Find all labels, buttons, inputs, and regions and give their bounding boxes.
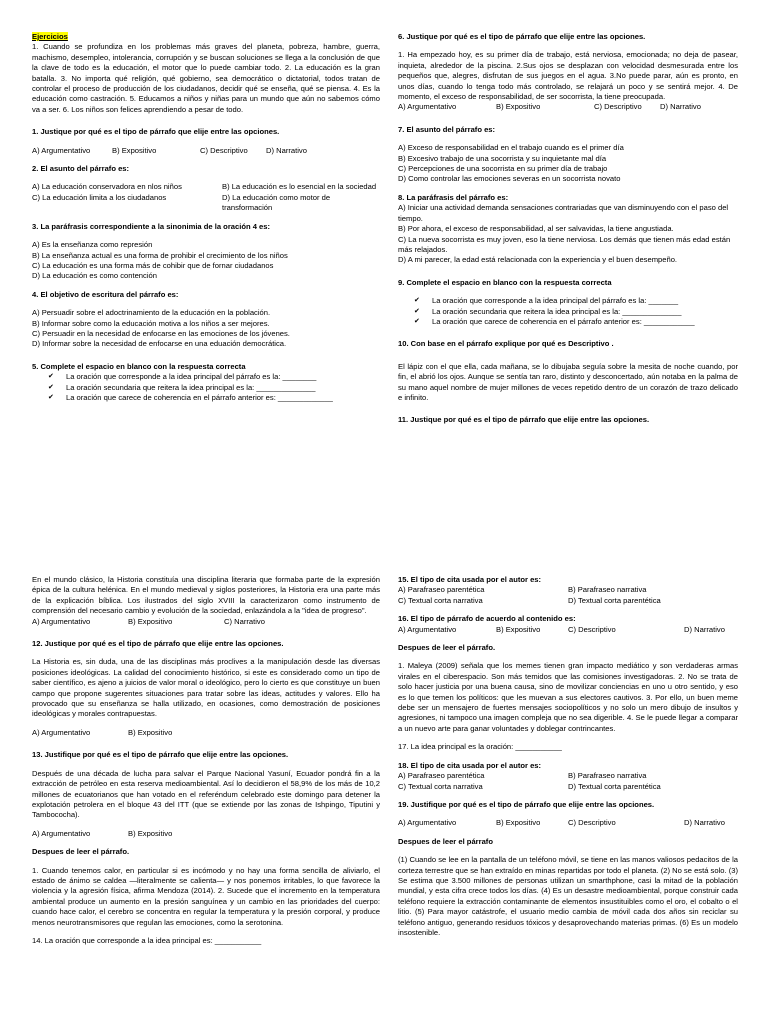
option-c[interactable]: C) La educación limita a los ciudadanos	[32, 192, 167, 202]
column-bottom-left	[32, 575, 380, 946]
option-a[interactable]: A) Iniciar una actividad demanda sensaciones contrariadas que van disminuyendo con el paso del tiempo.	[398, 203, 729, 223]
option-a[interactable]: A) Parafraseo parentética	[398, 585, 485, 595]
question-5: 5. Complete el espacio en blanco con la respuesta correcta	[32, 361, 246, 371]
question-16-options	[398, 625, 738, 635]
option-b[interactable]: B) Expositivo	[112, 145, 157, 155]
question-15: 15. El tipo de cita usada por el autor es:	[398, 575, 542, 584]
question-18: 18. El tipo de cita usada por el autor es:	[398, 760, 542, 770]
checklist-item[interactable]: ✔ La oración que carece de coherencia en el párrafo anterior es: _____________	[48, 393, 380, 403]
question-15-options-row2	[398, 596, 738, 606]
paragraph-history: En el mundo clásico, la Historia constituía una disciplina literaria que formaba parte de la expresión épica de la cultura helénica. En el mundo medieval y siglos posteriores, la Historia era una parte más de la explicación bíblica. Los ilustrados del siglo XVIII la caracterizaron como instrumento de comprensión del necesario cambio y evolución de la sociedad, enlazándola a la "idea de progreso".	[32, 575, 380, 616]
option-a[interactable]: A) Argumentativo	[398, 624, 457, 634]
question-18-options-row2	[398, 782, 738, 792]
question-14[interactable]: 14. La oración que corresponde a la idea principal es: ___________	[32, 935, 262, 945]
option-d[interactable]: D) Narrativo	[684, 624, 725, 634]
option-a[interactable]: A) La educación conservadora en nlos niños	[32, 182, 182, 192]
option-d[interactable]: D) Narrativo	[660, 102, 701, 112]
option-b[interactable]: B) Excesivo trabajo de una socorrista y su inquietante mal día	[398, 153, 607, 163]
option-b[interactable]: B) Informar sobre como la educación motiva a los niños a ser mejores.	[32, 318, 270, 328]
option-b[interactable]: B) Expositivo	[496, 624, 541, 634]
option-c[interactable]: C) Persuadir en la necesidad de enfocarse en las emociones de los jóvenes.	[32, 328, 290, 338]
question-12-options	[32, 728, 380, 738]
question-2-options-row1	[32, 182, 380, 192]
option-a[interactable]: A) Argumentativo	[32, 616, 91, 626]
option-c[interactable]: C) Narrativo	[224, 616, 265, 626]
column-top-left	[32, 32, 380, 403]
option-c[interactable]: C) La educación es una forma más de cohibir que de fornar ciudadanos	[32, 260, 274, 270]
after-reading-heading: Despues de leer el párrafo	[398, 836, 493, 846]
option-b[interactable]: B) Expositivo	[128, 616, 173, 626]
question-16: 16. El tipo de párrafo de acuerdo al contenido es:	[398, 614, 576, 624]
option-d[interactable]: D) Textual corta parentética	[568, 595, 661, 605]
option-a[interactable]: A) Parafraseo parentética	[398, 771, 485, 781]
question-9-checklist	[398, 296, 738, 327]
checklist-item[interactable]: ✔ La oración secundaria que reitera la idea principal es la: ______________	[48, 383, 380, 393]
question-1: 1. Justique por qué es el tipo de párrafo que elije entre las opciones.	[32, 127, 280, 137]
option-d[interactable]: D) A mi parecer, la edad está relacionada con la experiencia y el buen desempeño.	[398, 255, 678, 265]
question-3: 3. La paráfrasis correspondiente a la sinonimia de la oración 4 es:	[32, 221, 271, 231]
option-b[interactable]: B) Por ahora, el exceso de responsabilidad, al ser salvavidas, la tiene angustiada.	[398, 224, 674, 234]
question-8: 8. La paráfrasis del párrafo es:	[398, 192, 509, 202]
option-b[interactable]: B) Expositivo	[496, 102, 541, 112]
option-b[interactable]: B) Expositivo	[128, 727, 173, 737]
paragraph-education: 1. Cuando se profundiza en los problemas más graves del planeta, pobreza, hambre, guerra, machismo, desempleo, intolerancia, corrupción y se buscan soluciones se llega a la conclusión de que la clave de todo es la educación, el motor que lo puede cambiar todo. 2. La educación es la gran batalla. 3. No importa qué religión, qué gobierno, sea democrático o dictatorial, todos tratan de controlar el proceso de producción de los ciudadanos, decidir qué se enseña, qué se piensa. 4. Es la educación como castración. 5. Educamos a niños y niñas para un mundo que aún no sabemos cómo va a ser. 6. Los niños son felices aprendiendo a pesar de todo.	[32, 42, 380, 114]
option-c[interactable]: C) Descriptivo	[568, 818, 616, 828]
paragraph-yasuni: Después de una década de lucha para salvar el Parque Nacional Yasuní, Ecuador pondrá fin a la extracción de petróleo en esta reserva medioambiental. Así lo decidieron el 58,9% de los más de 10,2 millones de ecuatorianos que han votado en el referéndum celebrado este domingo para detener la explotación petrolera en el bloque 43 del ITT (que se extiende por las zonas de Ishpingo, Tiputini y Tambococha).	[32, 768, 380, 820]
paragraph-heat: 1. Cuando tenemos calor, en particular si es incómodo y no hay una forma sencilla de aliviarlo, el estado de ánimo se caldea —literalmente se calienta— y nos ponemos irritables, lo que favorece la violencia y la agresión física, afirma Mendoza (2014). 2. Sucede que el incremento en la temperatura ambiental produce un aumento en la presión sanguínea y un cambio en las prioridades del cuerpo: cuando hace calor, el cerebro se concentra en regular la temperatura y la presión corporal, y produce menos neurotransmisores que regulan las emociones, como la serotonina.	[32, 865, 380, 927]
question-4: 4. El objetivo de escritura del párrafo es:	[32, 289, 179, 299]
option-d[interactable]: D) La educación es como contención	[32, 271, 157, 281]
option-c[interactable]: C) Descriptivo	[568, 624, 616, 634]
option-c[interactable]: C) Percepciones de una socorrista en su primer día de trabajo	[398, 164, 608, 174]
option-a[interactable]: A) Es la enseñanza como represión	[32, 240, 153, 250]
question-7: 7. El asunto del párrafo es:	[398, 124, 496, 134]
option-b[interactable]: B) Expositivo	[496, 818, 541, 828]
question-19-options	[398, 818, 738, 828]
checklist-item[interactable]: ✔ La oración que carece de coherencia en el párrafo anterior es: ____________	[414, 317, 738, 327]
question-18-options-row1	[398, 771, 738, 781]
paragraph-lifeguard: 1. Ha empezado hoy, es su primer día de trabajo, está nerviosa, emocionada; no deja de pasear, inquieta, alrededor de la piscina. 2.Sus ojos se desplazan con velocidad desmesurada entre los pequeños que, alegres, disfrutan de sus juegos en el agua. 3.No puede parar, aún es pronto, en unos días, cuando lo tenga todo más controlado, se relajará un poco y se sentirá mejor. 4. De momento, el exceso de responsabilidad, de ser socorrista, la tiene preocupada.	[398, 50, 738, 102]
option-a[interactable]: A) Argumentativo	[32, 727, 91, 737]
option-d[interactable]: D) Narrativo	[266, 145, 307, 155]
question-6: 6. Justique por qué es el tipo de párrafo que elije entre las opciones.	[398, 32, 646, 41]
option-d[interactable]: D) La educación como motor de transformación	[222, 192, 331, 213]
option-c[interactable]: C) Textual corta narrativa	[398, 595, 483, 605]
question-19: 19. Justifique por qué es el tipo de párrafo que elije entre las opciones.	[398, 799, 655, 809]
question-11: 11. Justique por qué es el tipo de párrafo que elije entre las opciones.	[398, 415, 650, 425]
after-reading-heading: Despues de leer el párrafo.	[32, 847, 130, 857]
after-reading-heading: Despues de leer el párrafo.	[398, 643, 496, 653]
column-bottom-right	[398, 575, 738, 938]
option-d[interactable]: D) Informar sobre la necesidad de enfocarse en una eduación democrática.	[32, 339, 287, 349]
question-2: 2. El asunto del párrafo es:	[32, 164, 130, 174]
question-13-options	[32, 829, 380, 839]
question-15-options-row1	[398, 585, 738, 595]
option-b[interactable]: B) Parafraseo narrativa	[568, 771, 647, 781]
question-10: 10. Con base en el párrafo explique por qué es Descriptivo .	[398, 339, 614, 349]
option-b[interactable]: B) Expositivo	[128, 828, 173, 838]
option-b[interactable]: B) La educación es lo esencial en la sociedad	[222, 182, 377, 192]
question-13: 13. Justifique por qué es el tipo de párrafo que elije entre las opciones.	[32, 750, 289, 760]
question-17[interactable]: 17. La idea principal es la oración: ___________	[398, 742, 562, 752]
question-12: 12. Justique por qué es el tipo de párrafo que elije entre las opciones.	[32, 639, 284, 649]
question-2-options-row2	[32, 193, 380, 214]
option-c[interactable]: C) Textual corta narrativa	[398, 781, 483, 791]
option-c[interactable]: C) Descriptivo	[200, 145, 248, 155]
option-d[interactable]: D) Como controlar las emociones severas en un socorrista novato	[398, 174, 621, 184]
paragraph-pencil: El lápiz con el que ella, cada mañana, se lo dibujaba seguía sobre la mesita de noche cuando, por fin, el abrió los ojos. Aunque se sentía tan raro, distinto y desconcertado, aún notaba en la palma de su mano aquel nombre de mujer millones de veces repetido dentro de un corazón de trazo delicado e infinito.	[398, 361, 738, 402]
question-1-options	[32, 146, 380, 156]
option-d[interactable]: D) Narrativo	[684, 818, 725, 828]
question-9: 9. Complete el espacio en blanco con la respuesta correcta	[398, 277, 612, 287]
option-b[interactable]: B) La enseñanza actual es una forma de prohibir el crecimiento de los niños	[32, 250, 288, 260]
option-b[interactable]: B) Parafraseo narrativa	[568, 585, 647, 595]
option-a[interactable]: A) Argumentativo	[32, 145, 91, 155]
history-options	[32, 617, 380, 627]
checklist-item[interactable]: ✔ La oración secundaria que reitera la idea principal es la: ______________	[414, 307, 738, 317]
option-a[interactable]: A) Exceso de responsabilidad en el trabajo cuando es el primer día	[398, 143, 624, 153]
paragraph-history-manipulation: La Historia es, sin duda, una de las disciplinas más proclives a la manipulación desde las diversas posiciones ideológicas. La calidad del conocimiento histórico, si este es considerado como un tipo de saber científico, es ajeno a juicios de valor moral o ideológico, pero lo cierto es que constituye un buen campo que propone sugerentes situaciones para tratar sobre las ideas, actitudes y valores. Ello ha provocado que su enseñanza se halla utilizado, en ocasiones, como demostración de posiciones ideológicas y morales contrapuestas.	[32, 657, 380, 719]
checklist-item[interactable]: ✔ La oración que corresponde a la idea principal del párrafo es la: ________	[48, 372, 380, 382]
option-a[interactable]: A) Argumentativo	[398, 818, 457, 828]
checklist-item[interactable]: ✔ La oración que corresponde a la idea principal del párrafo es la: _______	[414, 296, 738, 306]
column-top-right	[398, 32, 738, 426]
question-6-options	[398, 102, 738, 112]
exercises-title: Ejercicios	[32, 32, 68, 41]
option-c[interactable]: C) La nueva socorrista es muy joven, eso la tiene nerviosa. Los demás que tienen más edad están más relajados.	[398, 234, 731, 254]
paragraph-smartphone: (1) Cuando se lee en la pantalla de un teléfono móvil, se tiene en las manos valiosos pedacitos de la corteza terrestre que se han extraído en minas repartidas por todo el planeta. (2) No se está solo. (3) Se estima que 3.500 millones de personas utilizan un smarthphone, casi la mitad de la población mundial, y esta cifra crece todos los días. (4) Es un desastre medioambiental, porque construir cada teléfono requiere la extracción contaminante de elementos insustituibles como el oro, el cobalto o el litio. (5) Para mayor catástrofe, el usuario medio cambia de móvil cada dos años sin reciclar su teléfono antiguo, generando residuos tóxicos y desaprovechando materias primas. (6) Es un modelo insostenible.	[398, 855, 738, 937]
option-a[interactable]: A) Argumentativo	[398, 102, 457, 112]
paragraph-memes: 1. Maleya (2009) señala que los memes tienen gran impacto mediático y son verdaderas armas virales en el ciberespacio. Son más temidos que las comisiones investigadoras. 2. No se trata de solo hacer justicia por una buena causa, sino de movilizar conciencias en uno u otro sentido, y eso es lo que temen los políticos: que les muevan a sus electores cautivos. 3. Por ello, un buen meme debe ser un mensajero de fuertes mensajes sociopolíticos y no solo un mero dibujo de insultos y agresiones, ni tampoco una imagen compleja que no sea digerible. 4. Se le puede llegar a comparar a un nuevo arte para ganar voluntades y doblegar contrincantes.	[398, 661, 738, 733]
option-d[interactable]: D) Textual corta parentética	[568, 781, 661, 791]
option-c[interactable]: C) Descriptivo	[594, 102, 642, 112]
option-a[interactable]: A) Persuadir sobre el adoctrinamiento de la educación en la población.	[32, 308, 271, 318]
option-a[interactable]: A) Argumentativo	[32, 828, 91, 838]
question-5-checklist	[32, 372, 380, 403]
